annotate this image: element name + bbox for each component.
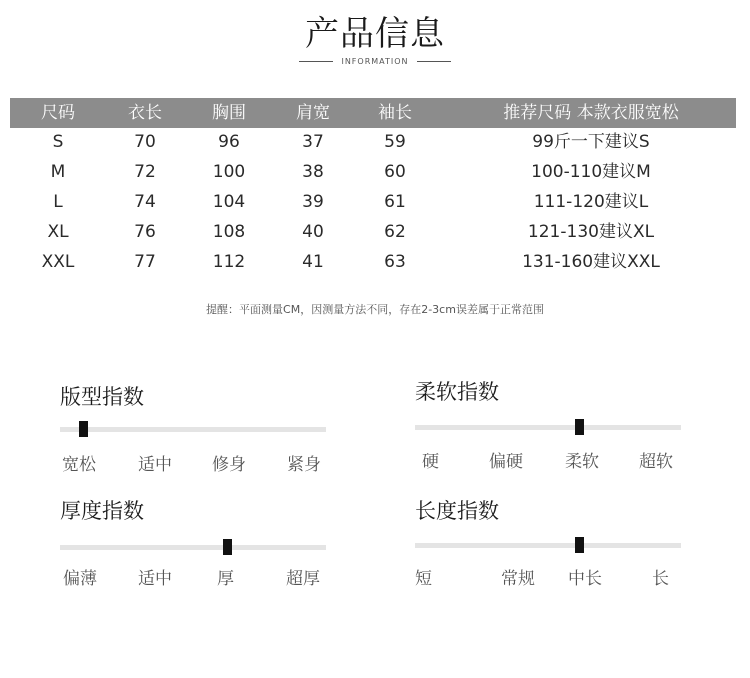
length-option-4: 长 bbox=[652, 569, 669, 589]
cell-length: 70 bbox=[134, 132, 156, 152]
cell-chest: 96 bbox=[218, 132, 240, 152]
cell-recommend: 111-120建议L bbox=[533, 192, 649, 212]
header-recommend: 推荐尺码 本款衣服宽松 bbox=[503, 103, 679, 123]
length-option-1: 短 bbox=[415, 569, 432, 589]
header-sleeve: 袖长 bbox=[378, 103, 412, 123]
fit-option-2: 适中 bbox=[138, 455, 172, 475]
softness-index-track bbox=[415, 425, 681, 430]
thickness-option-1: 偏薄 bbox=[63, 569, 97, 589]
cell-shoulder: 38 bbox=[302, 162, 324, 182]
cell-recommend: 131-160建议XXL bbox=[522, 252, 660, 272]
cell-shoulder: 40 bbox=[302, 222, 324, 242]
table-row bbox=[10, 157, 736, 187]
subtitle-right-rule bbox=[417, 61, 451, 62]
cell-recommend: 100-110建议M bbox=[531, 162, 651, 182]
fit-index-title: 版型指数 bbox=[60, 385, 144, 409]
cell-recommend: 121-130建议XL bbox=[527, 222, 655, 242]
cell-size: XL bbox=[47, 222, 69, 242]
header-chest: 胸围 bbox=[212, 103, 246, 123]
subtitle-left-rule bbox=[299, 61, 333, 62]
softness-index-title: 柔软指数 bbox=[415, 380, 499, 404]
size-table-header bbox=[10, 98, 736, 128]
cell-recommend: 99斤一下建议S bbox=[532, 132, 650, 152]
fit-option-1: 宽松 bbox=[62, 455, 96, 475]
cell-length: 72 bbox=[134, 162, 156, 182]
cell-chest: 108 bbox=[212, 222, 246, 242]
length-index-marker bbox=[575, 537, 584, 553]
table-row bbox=[10, 187, 736, 217]
header-length: 衣长 bbox=[128, 103, 162, 123]
cell-shoulder: 39 bbox=[302, 192, 324, 212]
cell-length: 74 bbox=[134, 192, 156, 212]
fit-index-track bbox=[60, 427, 326, 432]
cell-length: 77 bbox=[134, 252, 156, 272]
thickness-index-marker bbox=[223, 539, 232, 555]
softness-option-2: 偏硬 bbox=[489, 452, 523, 472]
length-index-track bbox=[415, 543, 681, 548]
table-row bbox=[10, 127, 736, 157]
cell-length: 76 bbox=[134, 222, 156, 242]
header-size: 尺码 bbox=[41, 103, 75, 123]
cell-chest: 112 bbox=[212, 252, 246, 272]
page-title: 产品信息 bbox=[305, 14, 445, 54]
length-option-3: 中长 bbox=[568, 569, 602, 589]
header-shoulder: 肩宽 bbox=[296, 103, 330, 123]
length-option-2: 常规 bbox=[501, 569, 535, 589]
thickness-option-2: 适中 bbox=[138, 569, 172, 589]
thickness-option-4: 超厚 bbox=[286, 569, 320, 589]
softness-index bbox=[415, 378, 681, 472]
table-row bbox=[10, 247, 736, 277]
length-index-title: 长度指数 bbox=[415, 499, 499, 523]
fit-option-3: 修身 bbox=[212, 455, 246, 475]
cell-sleeve: 63 bbox=[384, 252, 406, 272]
subtitle-row bbox=[0, 54, 750, 68]
thickness-index-title: 厚度指数 bbox=[60, 499, 144, 523]
fit-option-4: 紧身 bbox=[287, 455, 321, 475]
cell-sleeve: 59 bbox=[384, 132, 406, 152]
softness-option-1: 硬 bbox=[422, 452, 439, 472]
cell-shoulder: 37 bbox=[302, 132, 324, 152]
cell-sleeve: 60 bbox=[384, 162, 406, 182]
subtitle: INFORMATION bbox=[341, 56, 409, 66]
length-index bbox=[415, 497, 681, 589]
cell-size: S bbox=[52, 132, 64, 152]
cell-chest: 100 bbox=[212, 162, 246, 182]
fit-index bbox=[60, 383, 326, 475]
thickness-index bbox=[60, 497, 326, 589]
cell-sleeve: 61 bbox=[384, 192, 406, 212]
table-row bbox=[10, 217, 736, 247]
cell-shoulder: 41 bbox=[302, 252, 324, 272]
cell-sleeve: 62 bbox=[384, 222, 406, 242]
cell-chest: 104 bbox=[212, 192, 246, 212]
cell-size: M bbox=[50, 162, 66, 182]
fit-index-marker bbox=[79, 421, 88, 437]
softness-option-4: 超软 bbox=[639, 452, 673, 472]
thickness-index-track bbox=[60, 545, 326, 550]
measurement-note: 提醒：平面测量CM，因测量方法不同，存在2-3cm误差属于正常范围 bbox=[206, 303, 544, 316]
cell-size: XXL bbox=[41, 252, 75, 272]
thickness-option-3: 厚 bbox=[217, 569, 234, 589]
softness-option-3: 柔软 bbox=[565, 452, 599, 472]
softness-index-marker bbox=[575, 419, 584, 435]
cell-size: L bbox=[53, 192, 63, 212]
